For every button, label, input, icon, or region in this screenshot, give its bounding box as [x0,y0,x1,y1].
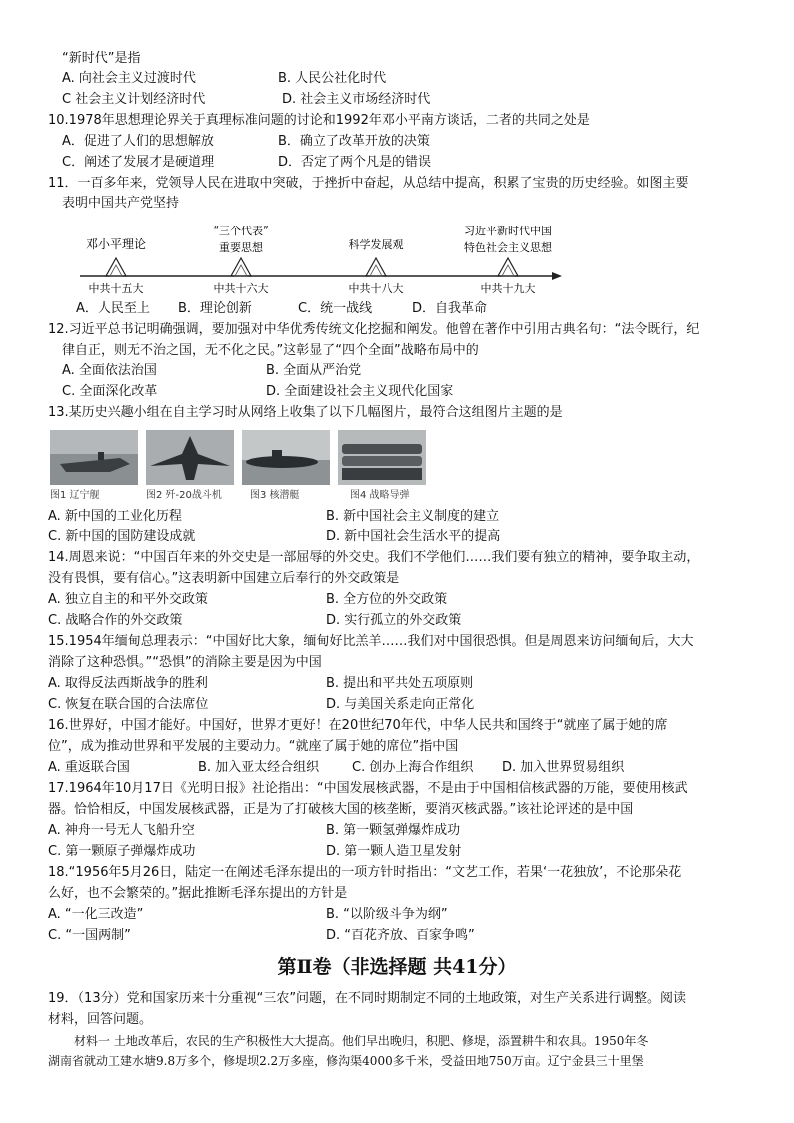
q15-option-c[interactable]: C. 恢复在联合国的合法席位 [48,697,209,712]
q15-option-d[interactable]: D. 与美国关系走向正常化 [326,697,475,712]
timeline-bottom-label: 中共十九大 [480,282,536,295]
q9-option-a[interactable]: A. 向社会主义过渡时代 [62,71,196,86]
q17-option-d[interactable]: D. 第一颗人造卫星发射 [326,844,462,859]
timeline-top-label: 习近平新时代中国 [464,226,552,237]
photo-caption: 图2 歼-20战斗机 [146,490,222,501]
q16-stem-line1: 16.世界好，中国才能好。中国好，世界才更好！在20世纪70年代，中华人民共和国终于“就座了属于她的席 [48,718,668,733]
q11-stem-line2: 表明中国共产党坚持 [62,196,180,211]
q13-option-d[interactable]: D. 新中国社会生活水平的提高 [326,529,501,544]
q12-option-c[interactable]: C. 全面深化改革 [62,384,158,399]
q14-option-a[interactable]: A. 独立自主的和平外交政策 [48,592,208,607]
q15-stem-line1: 15.1954年缅甸总理表示：“中国好比大象，缅甸好比羔羊……我们对中国很恐惧。但是周恩来访问缅甸后，大大 [48,634,694,649]
q11-option-a[interactable]: A．人民至上 [76,301,150,316]
q18-option-d[interactable]: D. “百花齐放、百家争鸣” [326,928,475,943]
q17-stem-line1: 17.1964年10月17日《光明日报》社论指出：“中国发展核武器，不是由于中国相信核武器的万能，要使用核武 [48,781,688,796]
timeline-bottom-label: 中共十六大 [213,282,269,295]
timeline-mark-16 [231,258,251,276]
section-2-title: 第Ⅱ卷（非选择题 共41分） [277,956,517,978]
timeline-mark-15 [106,258,126,276]
q9-option-d[interactable]: D. 社会主义市场经济时代 [282,92,431,107]
q14-option-c[interactable]: C. 战略合作的外交政策 [48,613,183,628]
q18-option-c[interactable]: C. “一国两制” [48,928,131,943]
q13-photo-row [50,430,440,500]
q16-stem-line2: 位”，成为推动世界和平发展的主要动力。“就座了属于她的席位”指中国 [48,739,459,754]
q11-stem-line1: 11．一百多年来，党领导人民在进取中突破，于挫折中奋起，从总结中提高，积累了宝贵的历史经验。如图主要 [48,176,689,191]
q18-option-a[interactable]: A. “一化三改造” [48,907,144,922]
timeline-top-label: 邓小平理论 [85,237,147,251]
photo-aircraft-carrier [50,430,138,485]
q9-option-b[interactable]: B. 人民公社化时代 [278,71,387,86]
q16-option-c[interactable]: C. 创办上海合作组织 [352,760,474,775]
q10-option-a[interactable]: A．促进了人们的思想解放 [62,134,214,149]
q14-stem-line1: 14.周恩来说：“中国百年来的外交史是一部屈辱的外交史。我们不学他们……我们要有独立的精神，要争取主动， [48,550,700,565]
q10-option-c[interactable]: C．阐述了发展才是硬道理 [62,155,215,170]
q10-option-d[interactable]: D．否定了两个凡是的错误 [278,155,432,170]
timeline-svg [78,226,568,296]
q17-option-c[interactable]: C. 第一颗原子弹爆炸成功 [48,844,196,859]
photo-caption: 图1 辽宁舰 [50,490,100,501]
q17-option-b[interactable]: B. 第一颗氢弹爆炸成功 [326,823,461,838]
q11-option-d[interactable]: D．自我革命 [412,301,488,316]
q15-option-b[interactable]: B. 提出和平共处五项原则 [326,676,474,691]
q14-option-d[interactable]: D. 实行孤立的外交政策 [326,613,462,628]
q11-option-b[interactable]: B．理论创新 [178,301,252,316]
q16-option-d[interactable]: D. 加入世界贸易组织 [502,760,625,775]
timeline-bottom-label: 中共十五大 [88,282,144,295]
q13-option-b[interactable]: B. 新中国社会主义制度的建立 [326,509,500,524]
q13-stem: 13.某历史兴趣小组在自主学习时从网络上收集了以下几幅图片，最符合这组图片主题的是 [48,405,563,420]
q14-stem-line2: 没有畏惧，要有信心。”这表明新中国建立后奉行的外交政策是 [48,571,400,586]
q9-option-c[interactable]: C 社会主义计划经济时代 [62,92,206,107]
timeline-top-label: “三个代表” [213,226,269,237]
q15-option-a[interactable]: A. 取得反法西斯战争的胜利 [48,676,208,691]
q10-stem: 10.1978年思想理论界关于真理标准问题的讨论和1992年邓小平南方谈话，二者的共同之处是 [48,113,590,128]
q11-timeline-figure [78,226,568,296]
q16-option-b[interactable]: B. 加入亚太经合组织 [198,760,320,775]
q12-stem-line1: 12.习近平总书记明确强调，要加强对中华优秀传统文化挖掘和阐发。他曾在著作中引用古典名句：“法令既行，纪 [48,322,700,337]
q11-option-c[interactable]: C．统一战线 [298,301,373,316]
timeline-arrow-icon [552,272,562,280]
q17-option-a[interactable]: A. 神舟一号无人飞船升空 [48,823,195,838]
photo-caption: 图4 战略导弹 [350,490,410,501]
q17-stem-line2: 器。恰恰相反，中国发展核武器，正是为了打破核大国的核垄断，要消灭核武器。”该社论评述的是中国 [48,802,634,817]
q18-option-b[interactable]: B. “以阶级斗争为纲” [326,907,448,922]
q19-material-line2: 湖南省就动工建水塘9.8万多个，修堤坝2.2万多座，修沟渠4000多千米，受益田地750万亩。辽宁金县三十里堡 [48,1054,644,1068]
q18-stem-line1: 18.“1956年5月26日，陆定一在阐述毛泽东提出的一项方针时指出：“文艺工作，若果‘一花独放’，不论那朵花 [48,865,682,880]
q13-option-c[interactable]: C. 新中国的国防建设成就 [48,529,196,544]
q19-material-line1: 材料一 土地改革后，农民的生产积极性大大提高。他们早出晚归，积肥、修堤，添置耕牛和农具。1950年冬 [74,1034,649,1048]
q12-option-a[interactable]: A. 全面依法治国 [62,363,157,378]
photo-strategic-missile [338,430,426,485]
q18-stem-line2: 么好，也不会繁荣的。”据此推断毛泽东提出的方针是 [48,886,348,901]
photo-caption: 图3 核潜艇 [250,490,300,501]
timeline-top-label: 重要思想 [219,241,263,254]
q13-option-a[interactable]: A. 新中国的工业化历程 [48,509,182,524]
q12-option-b[interactable]: B. 全面从严治党 [266,363,362,378]
q19-stem-line2: 材料，回答问题。 [48,1012,153,1027]
timeline-top-label: 科学发展观 [348,238,404,251]
q19-stem-line1: 19．（13分）党和国家历来十分重视“三农”问题，在不同时期制定不同的土地政策，对生产关系进行调整。阅读 [48,991,687,1006]
timeline-top-label: 特色社会主义思想 [464,241,552,254]
q14-option-b[interactable]: B. 全方位的外交政策 [326,592,448,607]
photo-fighter-jet [146,430,234,485]
q9-stem: “新时代”是指 [62,51,141,66]
q10-option-b[interactable]: B．确立了改革开放的决策 [278,134,430,149]
q12-option-d[interactable]: D. 全面建设社会主义现代化国家 [266,384,454,399]
q16-option-a[interactable]: A. 重返联合国 [48,760,130,775]
photo-submarine [242,430,330,485]
timeline-bottom-label: 中共十八大 [348,282,404,295]
timeline-mark-19 [498,258,518,276]
q12-stem-line2: 律自正，则无不治之国，无不化之民。”这彰显了“四个全面”战略布局中的 [62,343,479,358]
timeline-mark-18 [366,258,386,276]
q15-stem-line2: 消除了这种恐惧。”“恐惧”的消除主要是因为中国 [48,655,322,670]
